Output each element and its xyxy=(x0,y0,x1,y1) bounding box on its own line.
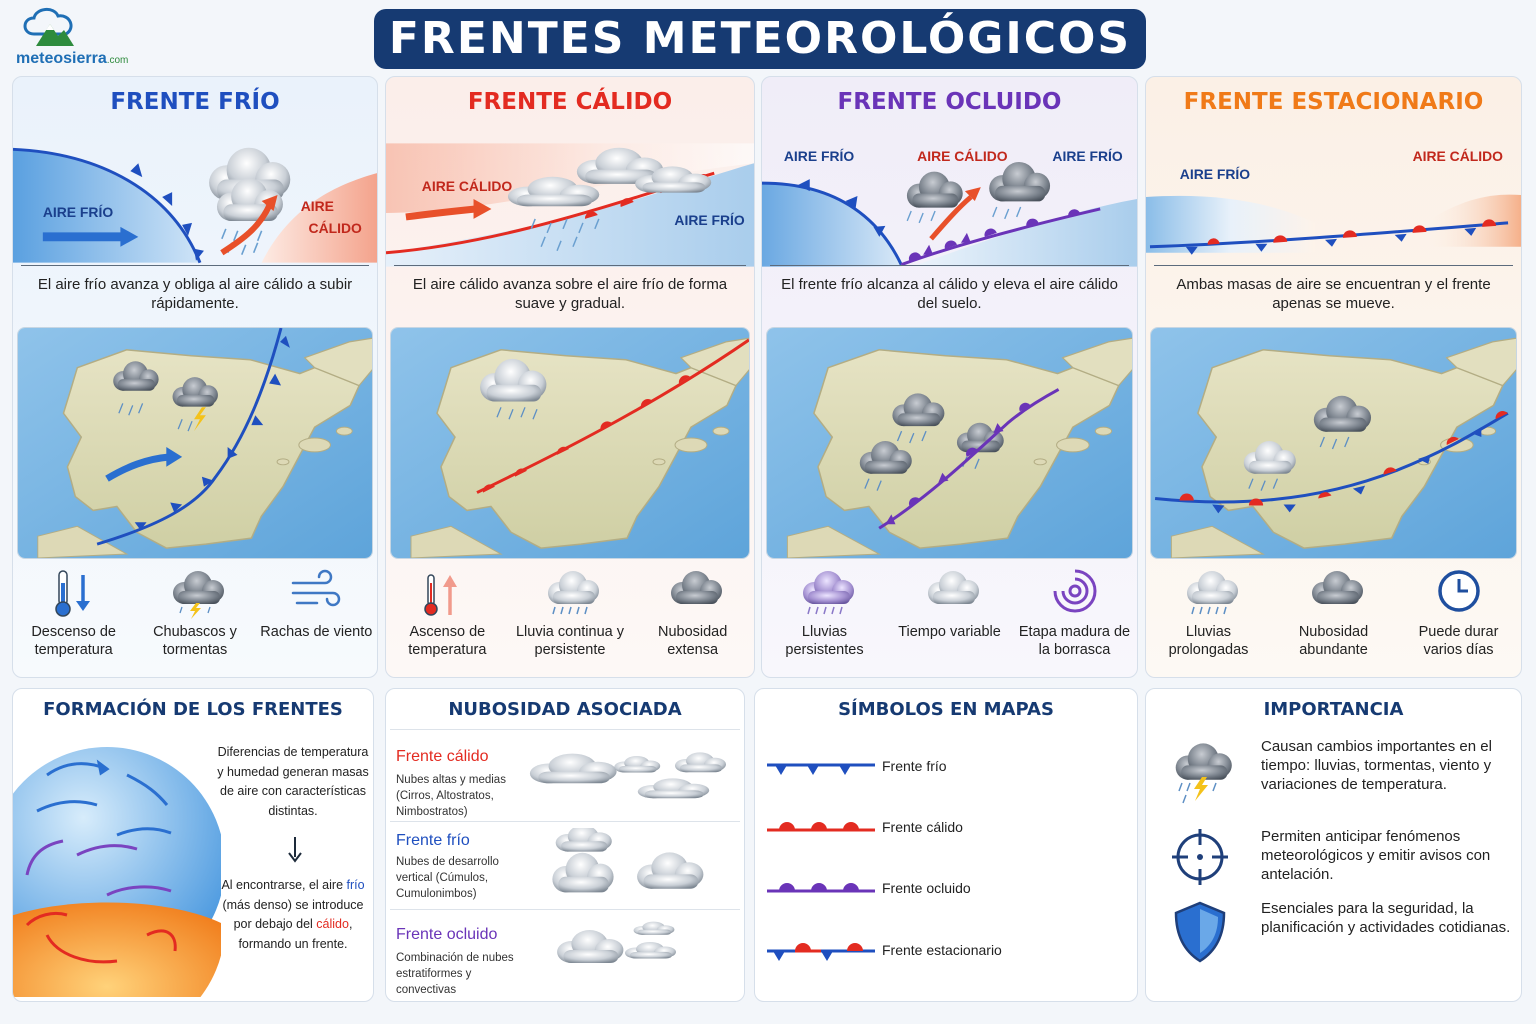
cloud-row-warm xyxy=(390,729,740,821)
panel-description: El aire cálido avanza sobre el aire frío de forma suave y gradual. xyxy=(412,276,728,312)
cyclone-icon xyxy=(1046,567,1104,619)
icon-item xyxy=(15,567,133,667)
label-cold-air-2: AIRE FRÍO xyxy=(1052,148,1123,165)
map-cold-front[interactable] xyxy=(17,327,373,559)
panel-occluded-front xyxy=(761,76,1138,678)
mountain-cloud-icon xyxy=(14,6,94,52)
formation-section xyxy=(12,688,374,1002)
icon-label: Chubascos y tormentas xyxy=(153,624,237,658)
cloud-icon xyxy=(921,567,979,619)
symbol-row-occluded[interactable] xyxy=(765,869,1127,909)
importance-item xyxy=(1156,899,1511,979)
label-cold-air: AIRE FRÍO xyxy=(783,148,855,165)
symbols-section xyxy=(754,688,1138,1002)
stationary-front-diagram xyxy=(1146,143,1521,267)
map-occluded-front[interactable] xyxy=(766,327,1133,559)
icon-item xyxy=(257,567,375,667)
panel-title: FRENTE ESTACIONARIO xyxy=(1183,89,1484,115)
panel-icons xyxy=(386,567,754,667)
logo-text: meteosierra.com xyxy=(16,50,129,67)
divider xyxy=(21,265,369,266)
cumulonimbus-icon xyxy=(518,828,738,898)
clock-icon xyxy=(1430,567,1488,619)
target-icon xyxy=(1166,827,1234,897)
page-title: FRENTES METEOROLÓGICOS xyxy=(374,9,1146,69)
panel-icons xyxy=(13,567,377,667)
importance-text: Causan cambios importantes en el tiempo: lluvias, tormentas, viento y variaciones de temperatura. xyxy=(1261,738,1492,793)
importance-item xyxy=(1156,737,1511,817)
wind-icon xyxy=(287,567,345,619)
label-warm-air: AIRE xyxy=(300,197,334,214)
formation-text-1: Diferencias de temperatura y humedad generan masas de aire con características distintas. xyxy=(217,745,369,818)
panel-icons xyxy=(762,567,1137,667)
icon-label: Ascenso de temperatura xyxy=(408,624,487,658)
arrow-down-icon xyxy=(285,835,305,863)
panel-cold-front xyxy=(12,76,378,678)
icon-label: Nubosidad abundante xyxy=(1298,624,1369,658)
importance-text: Permiten anticipar fenómenos meteorológicos y emitir avisos con antelación. xyxy=(1261,828,1491,883)
importance-item xyxy=(1156,827,1511,907)
map-warm-front[interactable] xyxy=(390,327,750,559)
cloud-row-desc: Combinación de nubes estratiformes y convectivas xyxy=(396,952,514,996)
panel-stationary-front xyxy=(1145,76,1522,678)
label-cold-air: AIRE FRÍO xyxy=(674,211,745,228)
divider xyxy=(770,265,1129,266)
icon-item xyxy=(136,567,254,667)
storm-cloud-icon xyxy=(166,567,224,619)
divider xyxy=(394,265,746,266)
symbol-label: Frente cálido xyxy=(882,819,963,835)
rain-cloud-icon xyxy=(541,567,599,619)
symbol-row-stationary[interactable] xyxy=(765,931,1127,971)
stationary-front-symbol-icon xyxy=(765,931,877,971)
cloud-row-name: Frente ocluido xyxy=(396,926,498,943)
cloud-row-occluded xyxy=(390,909,740,1001)
section-title: NUBOSIDAD ASOCIADA xyxy=(448,699,682,720)
cloud-icon xyxy=(1305,567,1363,619)
icon-item xyxy=(634,567,752,667)
symbol-label: Frente frío xyxy=(882,758,947,774)
icon-item xyxy=(388,567,506,667)
icon-label: Nubosidad extensa xyxy=(657,624,728,658)
panel-description: Ambas masas de aire se encuentran y el frente apenas se mueve. xyxy=(1176,276,1491,312)
panel-warm-front xyxy=(385,76,755,678)
label-warm-air-2: CÁLIDO xyxy=(308,219,362,236)
logo[interactable] xyxy=(14,6,164,68)
icon-item xyxy=(891,567,1009,667)
storm-cloud-icon xyxy=(1166,737,1234,807)
importance-section xyxy=(1145,688,1522,1002)
panel-title: FRENTE FRÍO xyxy=(110,89,280,115)
panel-description: El aire frío avanza y obliga al aire cálido a subir rápidamente. xyxy=(37,276,353,312)
panel-description: El frente frío alcanza al cálido y eleva el aire cálido del suelo. xyxy=(781,276,1118,312)
label-warm-air: AIRE CÁLIDO xyxy=(917,148,1008,165)
symbol-label: Frente estacionario xyxy=(882,942,1002,958)
air-masses-globe-icon xyxy=(12,735,221,997)
icon-label: Tiempo variable xyxy=(898,624,1001,640)
map-stationary-front[interactable] xyxy=(1150,327,1517,559)
cloud-row-desc: Nubes de desarrollo vertical (Cúmulos, Cumulonimbos) xyxy=(396,856,499,900)
icon-label: Rachas de viento xyxy=(260,624,373,640)
occluded-front-symbol-icon xyxy=(765,869,877,909)
importance-text: Esenciales para la seguridad, la planificación y actividades cotidianas. xyxy=(1261,900,1511,936)
divider xyxy=(1154,265,1513,266)
symbol-row-warm[interactable] xyxy=(765,808,1127,848)
stratus-clouds-icon xyxy=(518,742,738,812)
cold-front-symbol-icon xyxy=(765,747,877,787)
symbol-row-cold[interactable] xyxy=(765,747,1127,787)
icon-item xyxy=(1016,567,1134,667)
mixed-clouds-icon xyxy=(518,920,738,990)
shield-icon xyxy=(1166,899,1234,969)
symbol-label: Frente ocluido xyxy=(882,880,971,896)
icon-label: Puede durar varios días xyxy=(1418,624,1499,658)
cloud-row-cold xyxy=(390,821,740,909)
warm-front-diagram xyxy=(386,143,754,267)
cold-front-diagram xyxy=(13,143,377,267)
panel-icons xyxy=(1146,567,1521,667)
thermometer-up-icon xyxy=(418,567,476,619)
section-title: FORMACIÓN DE LOS FRENTES xyxy=(43,699,343,720)
warm-front-symbol-icon xyxy=(765,808,877,848)
cloud-row-desc: Nubes altas y medias (Cirros, Altostratos, Nimbostratos) xyxy=(396,774,506,818)
formation-text-2: Al encontrarse, el aire frío (más denso) se introduce por debajo del cálido, formando un frente. xyxy=(221,878,365,951)
panel-title: FRENTE CÁLIDO xyxy=(467,89,673,115)
icon-item xyxy=(1275,567,1393,667)
label-warm-air: AIRE CÁLIDO xyxy=(1412,148,1503,165)
cloud-row-name: Frente cálido xyxy=(396,748,489,765)
icon-item xyxy=(1400,567,1518,667)
cloud-row-name: Frente frío xyxy=(396,832,470,849)
label-cold-air: AIRE FRÍO xyxy=(1179,166,1251,183)
icon-label: Lluvias persistentes xyxy=(785,624,864,658)
section-title: IMPORTANCIA xyxy=(1263,699,1404,720)
icon-label: Descenso de temperatura xyxy=(31,624,116,658)
icon-item xyxy=(511,567,629,667)
thermometer-down-icon xyxy=(45,567,103,619)
rain-cloud-icon xyxy=(1180,567,1238,619)
occluded-front-diagram xyxy=(762,143,1137,267)
icon-label: Lluvias prolongadas xyxy=(1168,624,1249,658)
cloud-icon xyxy=(664,567,722,619)
panel-title: FRENTE OCLUIDO xyxy=(837,89,1062,115)
label-warm-air: AIRE CÁLIDO xyxy=(421,178,513,195)
icon-item xyxy=(1150,567,1268,667)
label-cold-air: AIRE FRÍO xyxy=(42,203,114,220)
icon-item xyxy=(766,567,884,667)
purple-rain-cloud-icon xyxy=(796,567,854,619)
icon-label: Etapa madura de la borrasca xyxy=(1018,624,1131,658)
clouds-section xyxy=(385,688,745,1002)
icon-label: Lluvia continua y persistente xyxy=(515,624,624,658)
section-title: SÍMBOLOS EN MAPAS xyxy=(838,699,1054,720)
